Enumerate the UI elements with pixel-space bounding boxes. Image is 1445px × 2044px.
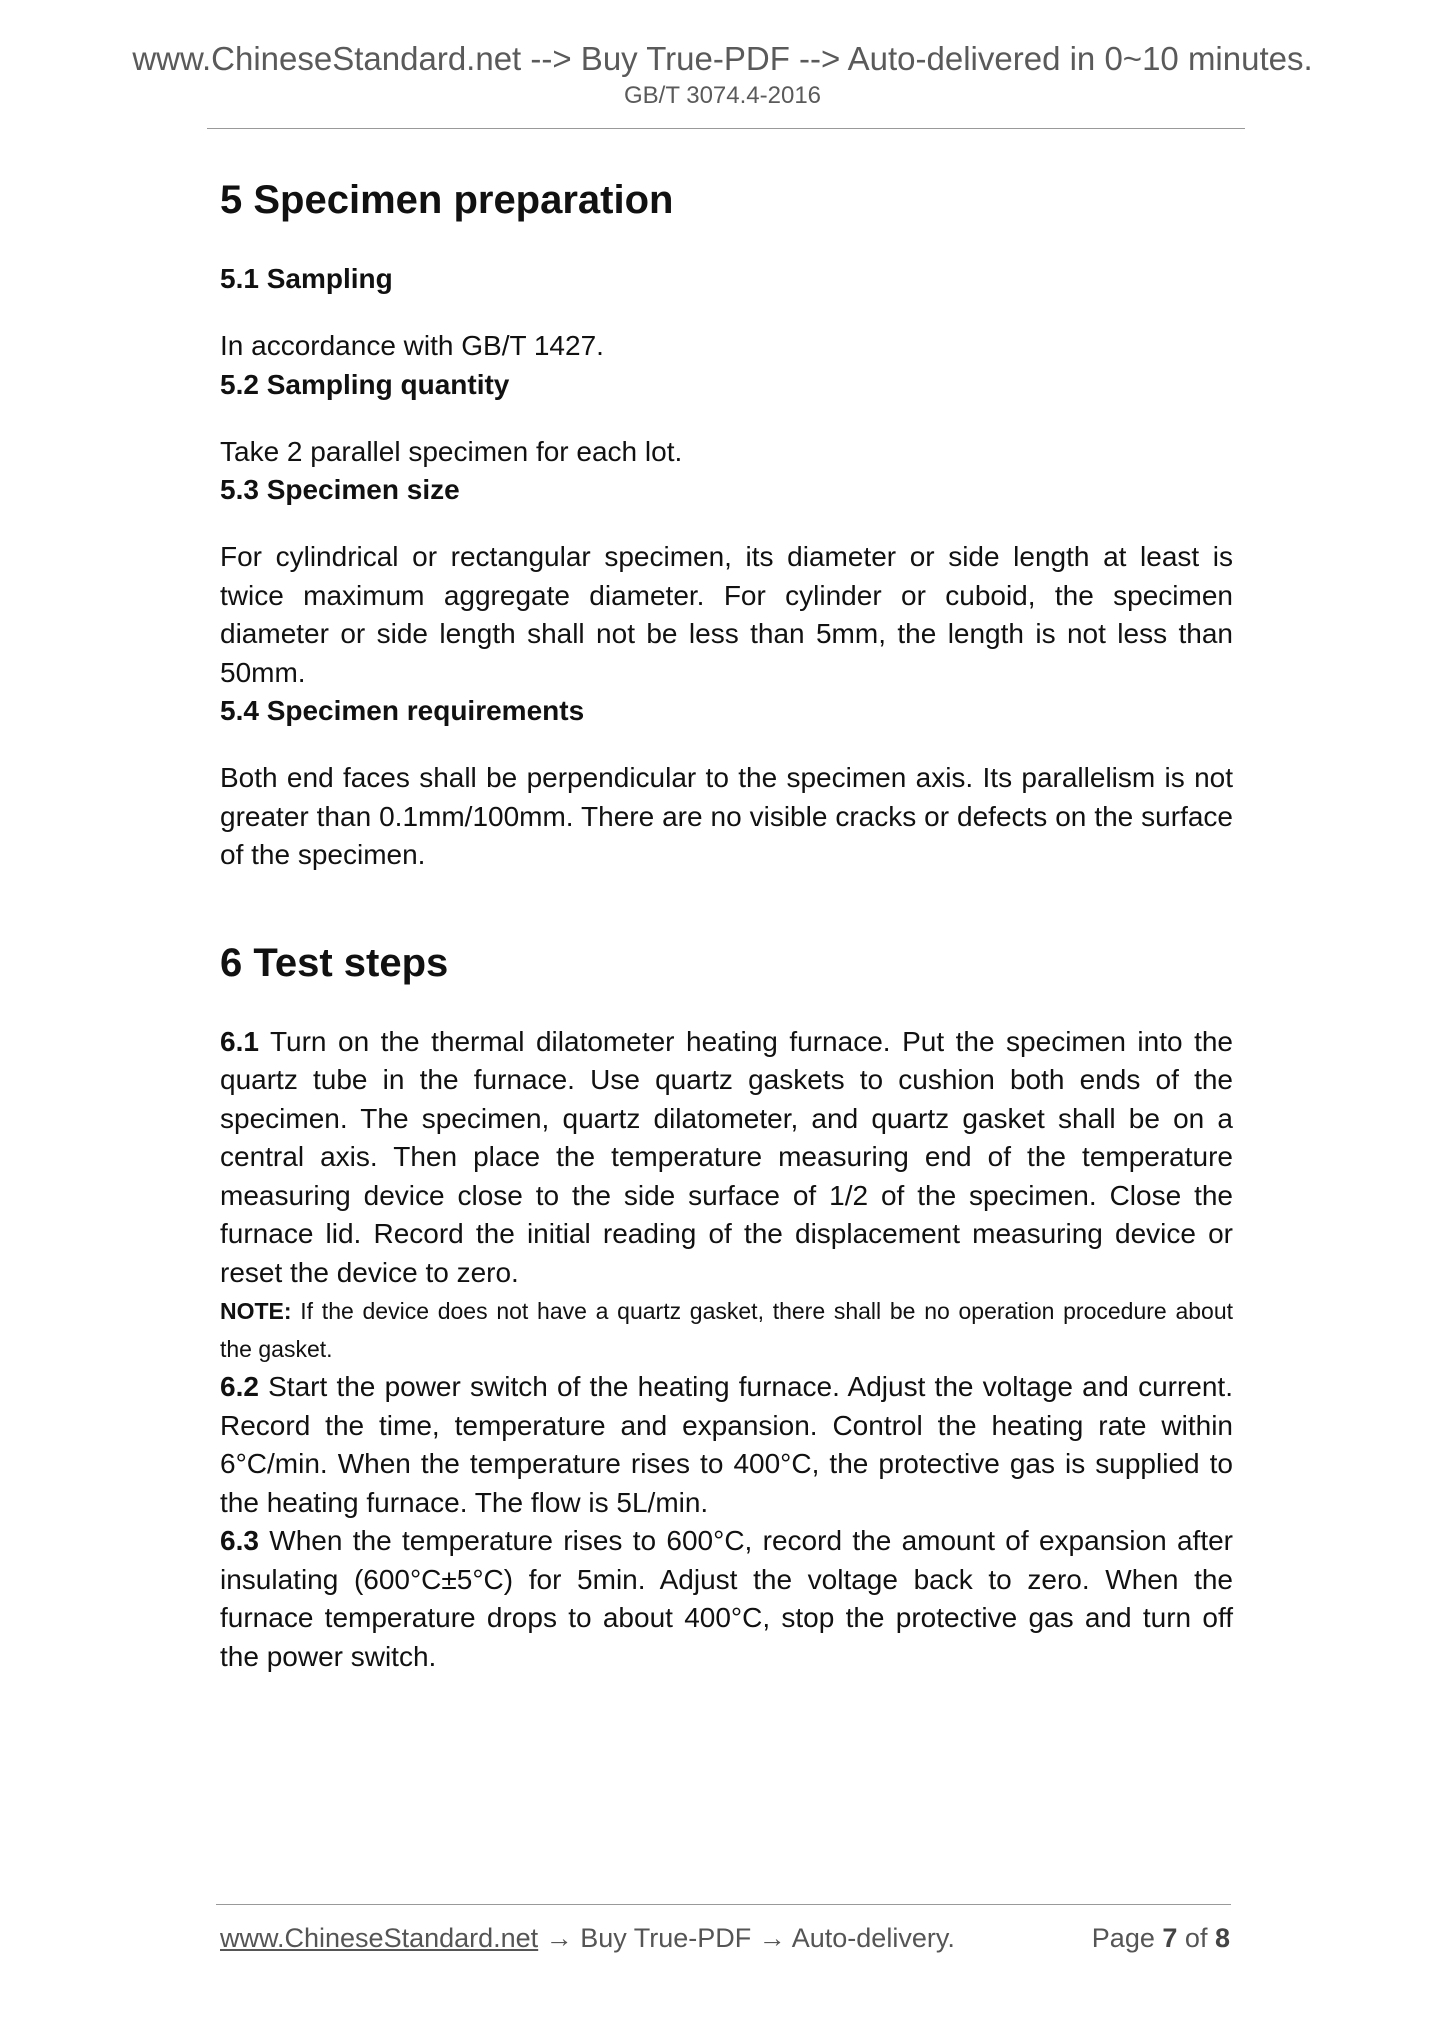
footer: [220, 1923, 1230, 1954]
section-6-title: 6 Test steps: [220, 940, 449, 985]
step-number: 6.1: [220, 1025, 259, 1057]
step-6-3: [220, 1522, 1233, 1676]
step-text: Turn on the thermal dilatometer heating furnace. Put the specimen into the quartz tube in the furnace. Use quartz gaskets to cushion both ends of the specimen. The specimen, quartz dilatometer, and quartz gasket shall be on a central axis. Then place the temperature measuring end of the temperature measuring device close to the side surface of 1/2 of the specimen. Close the furnace lid. Record the initial reading of the displacement measuring device or reset the device to zero.: [220, 1025, 1233, 1288]
section-5-4-heading: 5.4 Specimen requirements: [220, 695, 585, 726]
standard-id: GB/T 3074.4-2016: [623, 82, 822, 109]
section-5-title: 5 Specimen preparation: [220, 178, 674, 222]
step-6-2: [220, 1368, 1233, 1522]
section-5-2-text: Take 2 parallel specimen for each lot.: [220, 435, 683, 467]
note-text: If the device does not have a quartz gasket, there shall be no operation procedure about the gasket.: [220, 1298, 1233, 1362]
step-6-1: [220, 1023, 1233, 1293]
note: [220, 1292, 1233, 1368]
footer-buy-text: Buy True-PDF: [572, 1923, 759, 1953]
header-divider: [207, 128, 1245, 129]
section-5-1-heading: 5.1 Sampling: [220, 263, 393, 294]
section-5-1-text: In accordance with GB/T 1427.: [220, 330, 604, 361]
page-current: 7: [1162, 1923, 1178, 1953]
step-text: When the temperature rises to 600°C, record the amount of expansion after insulating (600°C±5°C) for 5min. Adjust the voltage back to zero. When the furnace temperature drops to about 400°C, stop the protective gas and turn off the power switch.: [220, 1525, 1233, 1672]
arrow-right-icon: →: [545, 1923, 573, 1953]
step-number: 6.2: [220, 1371, 259, 1402]
page-indicator: [1092, 1923, 1230, 1954]
note-label: NOTE:: [220, 1298, 292, 1324]
step-number: 6.3: [220, 1525, 259, 1556]
of-label: of: [1184, 1923, 1208, 1953]
section-5-4-text: Both end faces shall be perpendicular to the specimen axis. Its parallelism is not greater than 0.1mm/100mm. There are no visible cracks or defects on the surface of the specimen.: [220, 762, 1233, 870]
step-text: Start the power switch of the heating furnace. Adjust the voltage and current. Record the time, temperature and expansion. Control the heating rate within 6°C/min. When the temperature rises to 400°C, the protective gas is supplied to the heating furnace. The flow is 5L/min.: [220, 1371, 1233, 1518]
section-5-3-heading: 5.3 Specimen size: [220, 474, 460, 505]
header-banner: www.ChineseStandard.net --> Buy True-PDF --> Auto-delivered in 0~10 minutes.: [132, 40, 1313, 77]
arrow-right-icon: →: [758, 1923, 786, 1953]
footer-site-link[interactable]: www.ChineseStandard.net: [220, 1923, 539, 1953]
footer-divider: [216, 1904, 1231, 1905]
document-body: [220, 170, 1233, 1676]
page-total: 8: [1214, 1923, 1230, 1953]
section-5-2-heading: 5.2 Sampling quantity: [220, 368, 510, 400]
section-5-3-text: For cylindrical or rectangular specimen, its diameter or side length at least is twice maximum aggregate diameter. For cylinder or cuboid, the specimen diameter or side length shall not be less than 5mm, the length is not less than 50mm.: [220, 541, 1233, 688]
footer-delivery-text: Auto-delivery.: [785, 1923, 955, 1953]
page-label: Page: [1091, 1923, 1155, 1953]
